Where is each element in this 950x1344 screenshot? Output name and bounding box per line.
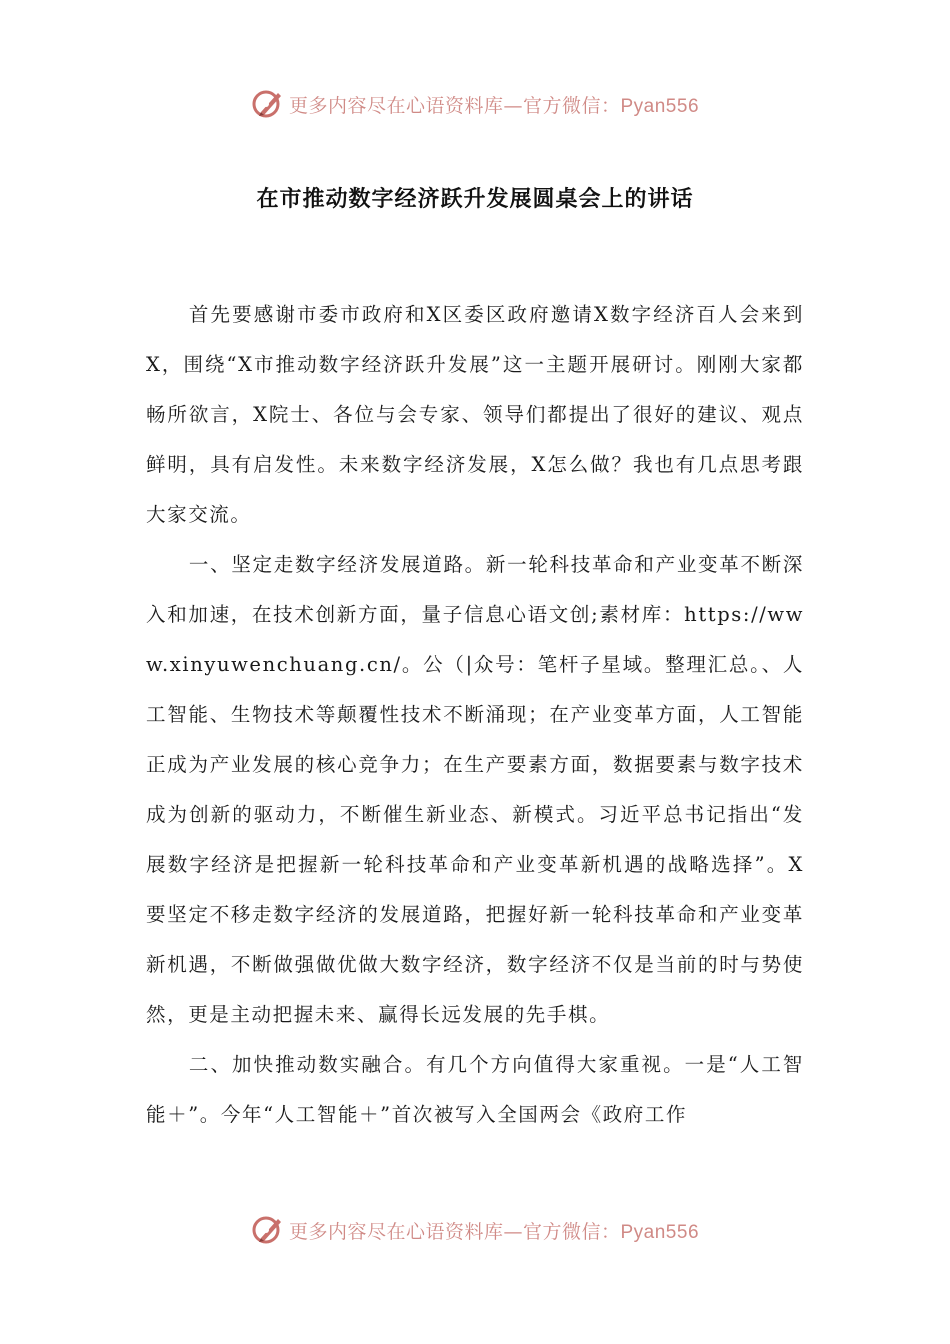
banner-slogan: 更多内容尽在心语资料库—官方微信： xyxy=(288,94,621,117)
paragraph-3: 二、加快推动数实融合。有几个方向值得大家重视。一是“人工智能＋”。今年“人工智能＋”首次被写入全国两会《政府工作 xyxy=(146,1053,804,1126)
footer-banner xyxy=(0,1210,950,1250)
paragraph-2: 一、坚定走数字经济发展道路。新一轮科技革命和产业变革不断深入和加速，在技术创新方面，量子信息心语文创;素材库：https://www.xinyuwenchuang.cn/。公（|众号：笔杆子星域。整理汇总。、人工智能、生物技术等颠覆性技术不断涌现；在产业变革方面，人工智能正成为产业发展的核心竞争力；在生产要素方面，数据要素与数字技术成为创新的驱动力，不断催生新业态、新模式。习近平总书记指出“发展数字经济是把握新一轮科技革命和产业变革新机遇的战略选择”。X要坚定不移走数字经济的发展道路，把握好新一轮科技革命和产业变革新机遇，不断做强做优做大数字经济，数字经济不仅是当前的时与势使然，更是主动把握未来、赢得长远发展的先手棋。 xyxy=(146,553,804,1026)
banner-wechat-id: Pyan556 xyxy=(620,95,700,117)
banner-inner xyxy=(251,87,699,121)
pen-circle-icon xyxy=(251,1213,285,1247)
document-body xyxy=(146,290,804,1140)
document-title: 在市推动数字经济跃升发展圆桌会上的讲话 xyxy=(256,187,694,212)
pen-circle-icon xyxy=(251,87,285,121)
banner-slogan: 更多内容尽在心语资料库—官方微信： xyxy=(288,1220,621,1243)
banner-text xyxy=(289,91,699,118)
banner-wechat-id: Pyan556 xyxy=(620,1221,700,1243)
banner-text xyxy=(289,1217,699,1244)
paragraph-1: 首先要感谢市委市政府和X区委区政府邀请X数字经济百人会来到X，围绕“X市推动数字经济跃升发展”这一主题开展研讨。刚刚大家都畅所欲言，X院士、各位与会专家、领导们都提出了很好的建议、观点鲜明，具有启发性。未来数字经济发展，X怎么做？我也有几点思考跟大家交流。 xyxy=(146,303,804,526)
header-banner xyxy=(0,84,950,124)
banner-inner xyxy=(251,1213,699,1247)
